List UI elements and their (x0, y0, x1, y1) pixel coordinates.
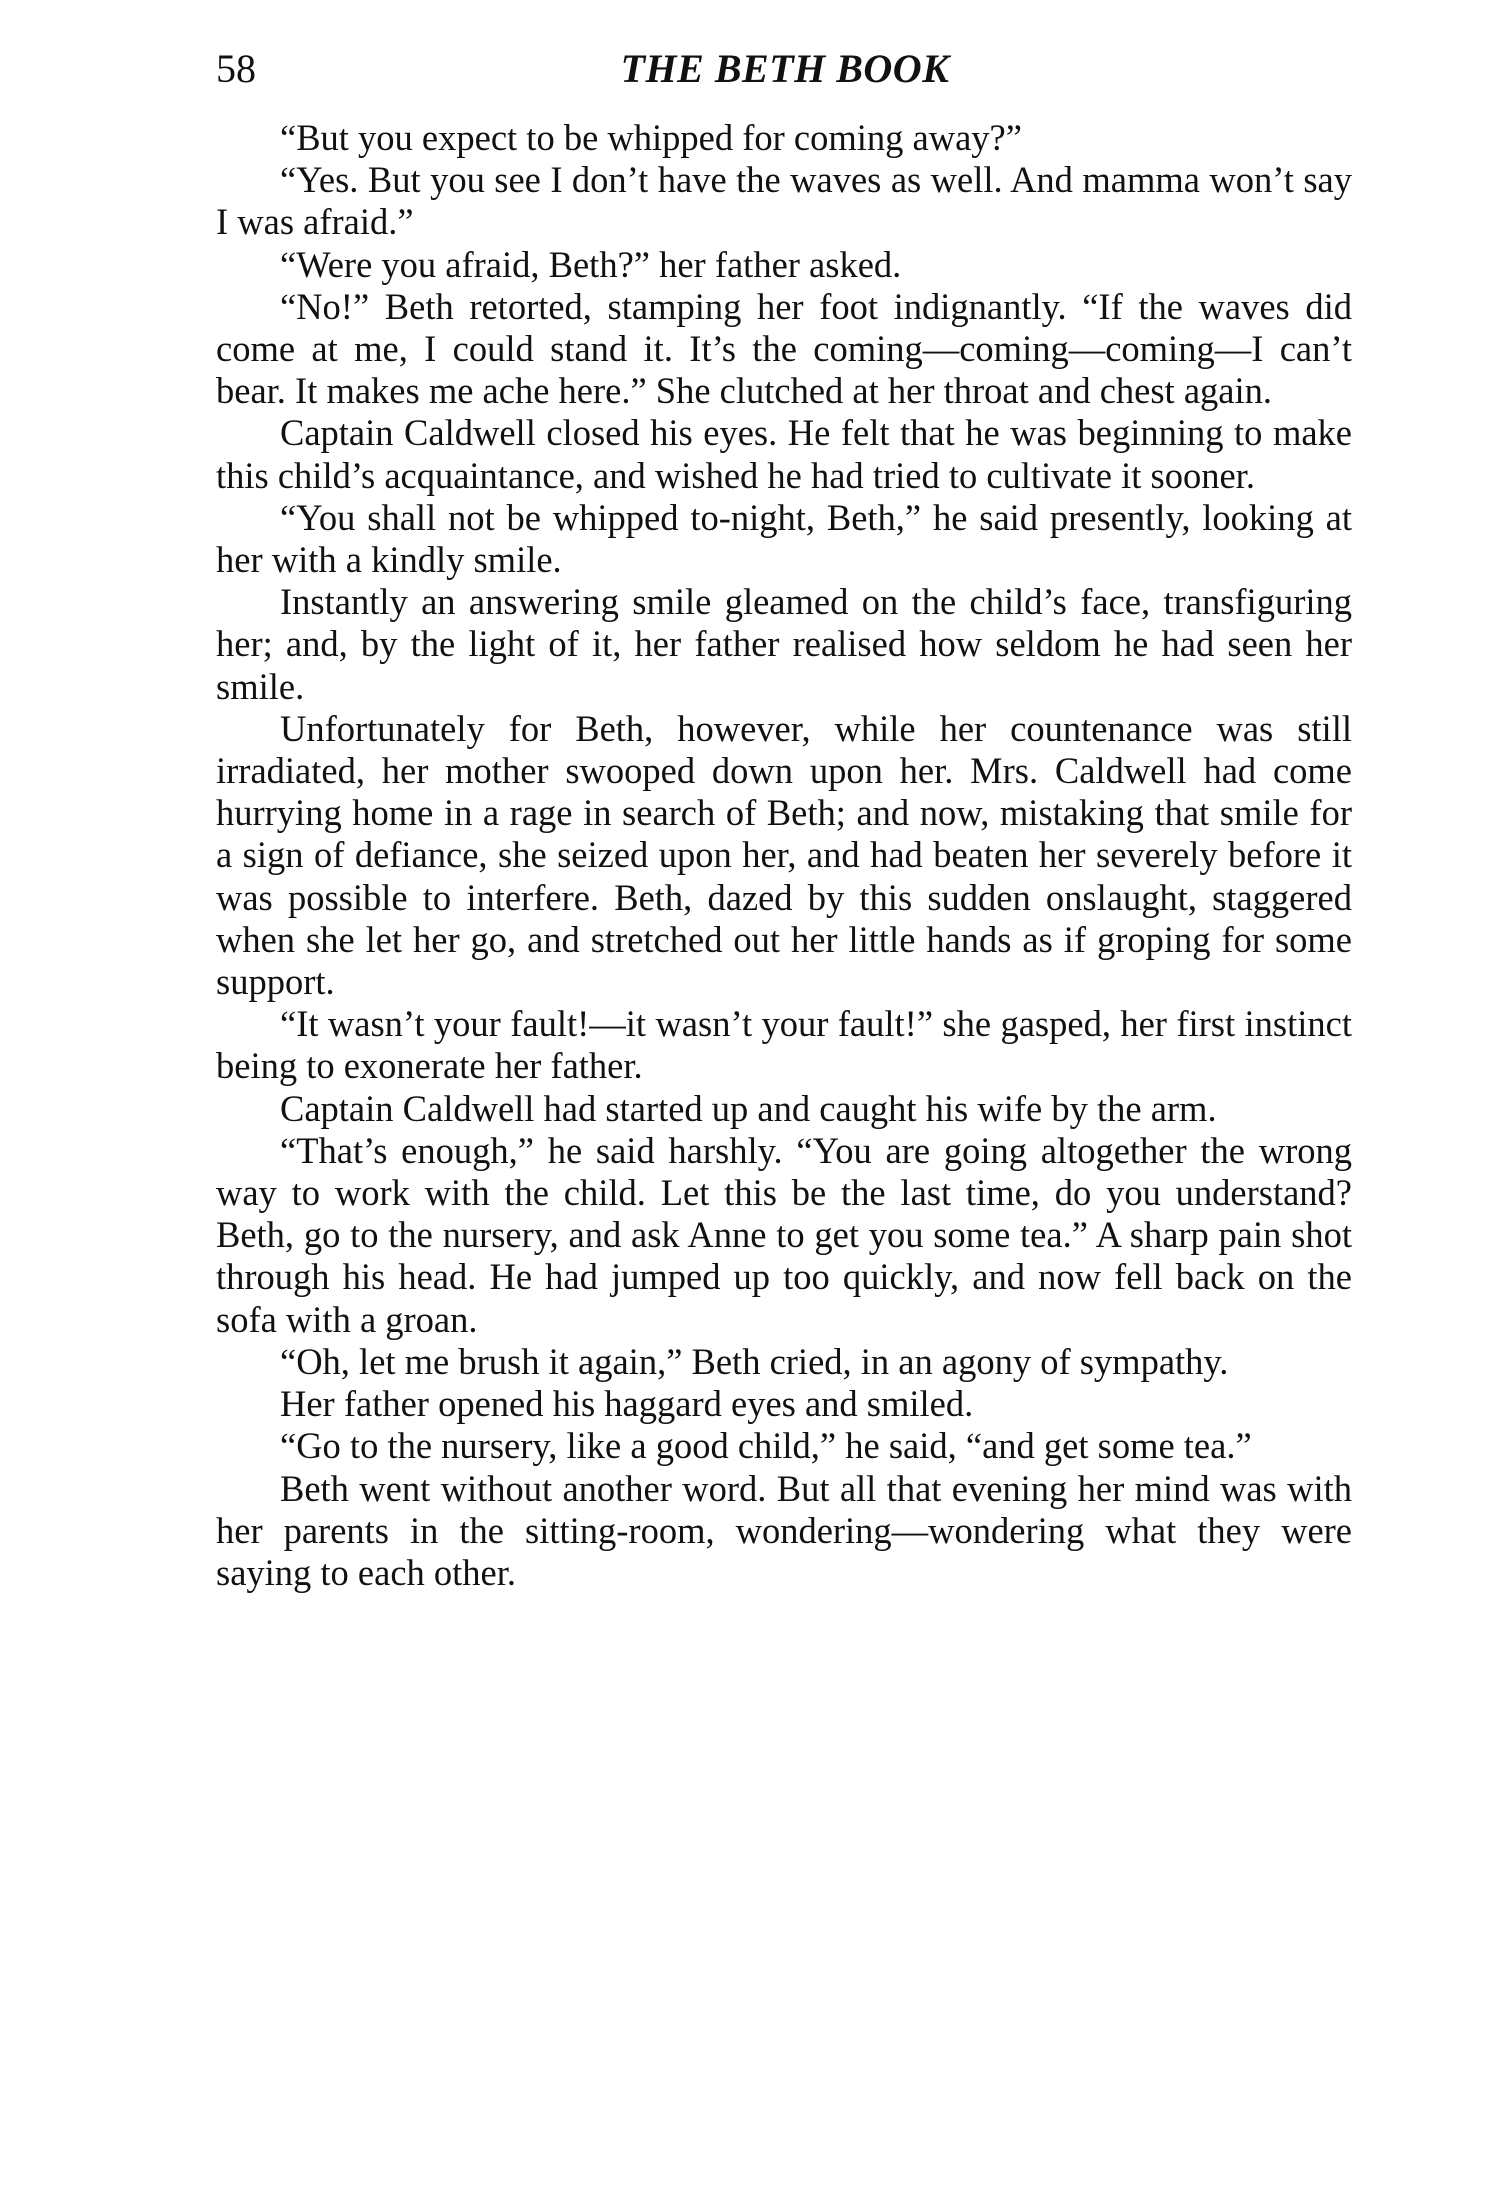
paragraph: “You shall not be whipped to-night, Beth,” he said presently, looking at her with a kindly smile. (216, 496, 1352, 581)
running-head (210, 40, 1360, 100)
page-number: 58 (216, 46, 256, 91)
paragraph: “It wasn’t your fault!—it wasn’t your fault!” she gasped, her first instinct being to exonerate her father. (216, 1003, 1352, 1087)
paragraph: Captain Caldwell closed his eyes. He felt that he was beginning to make this child’s acquaintance, and wished he had tried to cultivate it sooner. (216, 412, 1352, 496)
paragraph: Captain Caldwell had started up and caught his wife by the arm. (280, 1087, 1217, 1129)
paragraph: Beth went without another word. But all that evening her mind was with her parents in the sitting-room, wondering—wondering what they were saying to each other. (216, 1467, 1352, 1593)
paragraph: “That’s enough,” he said harshly. “You are going altogether the wrong way to work with the child. Let this be the last time, do you understand? Beth, go to the nursery, and ask Anne to get you some tea.” A sharp pain shot through his head. He had jumped up too quickly, and now fell back on the sofa with a groan. (216, 1129, 1352, 1340)
book-title: THE BETH BOOK (620, 46, 950, 91)
paragraph: “No!” Beth retorted, stamping her foot indignantly. “If the waves did come at me, I could stand it. It’s the coming—coming—coming—I can’t bear. It makes me ache here.” She clutched at her throat and chest again. (216, 285, 1352, 412)
paragraph: Her father opened his haggard eyes and smiled. (280, 1383, 974, 1425)
paragraph: “Yes. But you see I don’t have the waves as well. And mamma won’t say I was afraid.” (216, 159, 1352, 243)
paragraph: “Were you afraid, Beth?” her father asked. (280, 243, 902, 285)
paragraph: Instantly an answering smile gleamed on the child’s face, transfiguring her; and, by the light of it, her father realised how seldom he had seen her smile. (216, 581, 1352, 707)
paragraph: “Oh, let me brush it again,” Beth cried, in an agony of sympathy. (280, 1340, 1229, 1382)
paragraph: “Go to the nursery, like a good child,” he said, “and get some tea.” (280, 1425, 1252, 1467)
paragraph: “But you expect to be whipped for coming away?” (280, 117, 1022, 158)
paragraph: Unfortunately for Beth, however, while her countenance was still irradiated, her mother swooped down upon her. Mrs. Caldwell had come hurrying home in a rage in search of Beth; and now, mistaking that smile for a sign of defiance, she seized upon her, and had beaten her severely before it was possible to interfere. Beth, dazed by this sudden onslaught, staggered when she let her go, and stretched out her little hands as if groping for some support. (216, 707, 1352, 1003)
body-text (216, 117, 1352, 1594)
